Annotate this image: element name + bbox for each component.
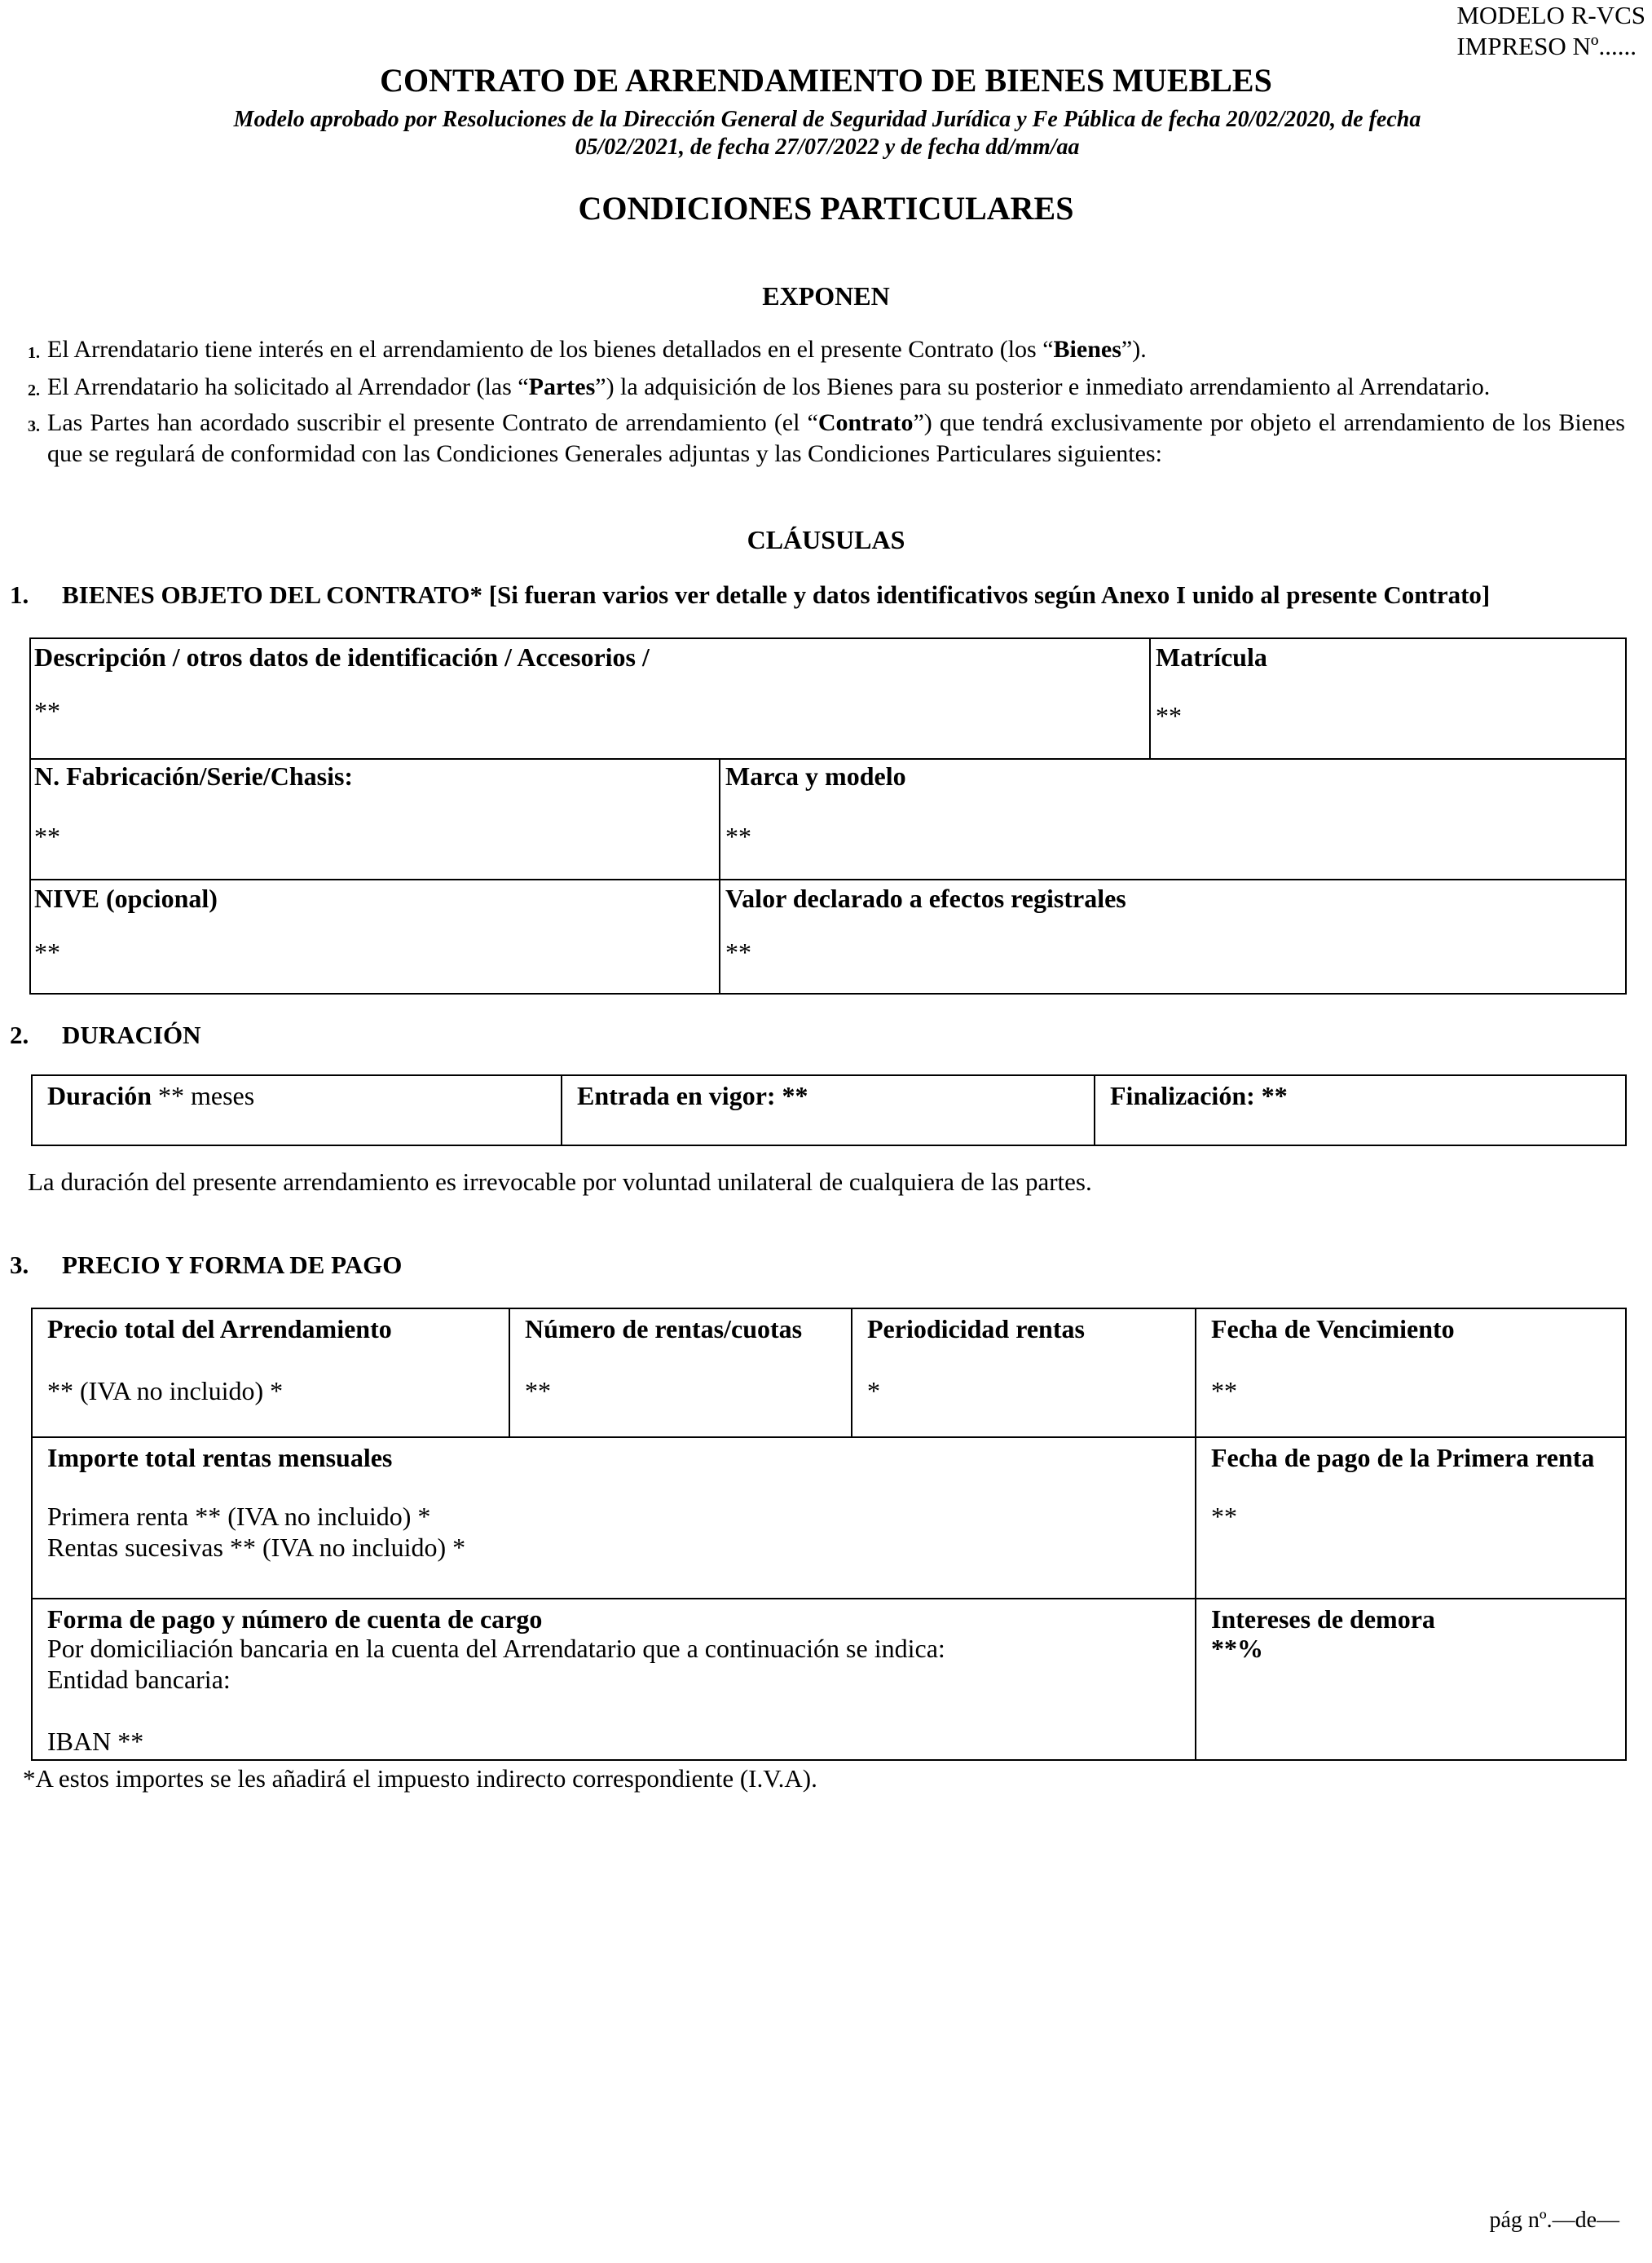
vencimiento-label: Fecha de Vencimiento [1211,1314,1455,1343]
entrada-value: ** [782,1081,808,1110]
valor-label: Valor declarado a efectos registrales [725,884,1126,913]
bienes-row-2 [29,758,1627,880]
description-cell [31,639,1151,758]
page-number: pág nº.—de— [1489,2208,1619,2233]
precio-value: ** (IVA no incluido) * [47,1376,284,1405]
primera-pago-value: ** [1211,1502,1237,1531]
exponen-item [28,372,1625,406]
exponen-item [28,408,1625,470]
finalizacion-label: Finalización: [1110,1081,1255,1110]
periodicidad-cell [852,1309,1196,1436]
iban-value: IBAN ** [47,1727,144,1756]
clausulas-heading: CLÁUSULAS [747,525,905,554]
marca-label: Marca y modelo [725,761,906,791]
duracion-note: La duración del presente arrendamiento es irrevocable por voluntad unilateral de cualquiera de las partes. [28,1167,1092,1196]
section-2-heading: 2. DURACIÓN [10,1021,201,1049]
valor-value: ** [725,937,751,967]
finalizacion-value: ** [1261,1081,1288,1110]
forma-pago-label: Forma de pago y número de cuenta de cargo [47,1604,543,1634]
serie-cell [31,758,720,879]
duracion-label: Duración [47,1081,152,1110]
print-number: IMPRESO Nº...... [1456,32,1637,60]
entrada-label: Entrada en vigor: [577,1081,776,1110]
nive-label: NIVE (opcional) [34,884,218,913]
description-value: ** [34,696,60,726]
bienes-row-1 [29,637,1627,760]
description-label: Descripción / otros datos de identificación / Accesorios / [34,642,650,672]
precio-row-3 [31,1598,1627,1761]
importe-label: Importe total rentas mensuales [47,1443,393,1472]
numero-value: ** [525,1376,551,1405]
precio-label: Precio total del Arrendamiento [47,1314,392,1343]
duracion-value: ** meses [158,1081,255,1110]
vencimiento-value: ** [1211,1376,1237,1405]
iva-footnote: *A estos importes se les añadirá el impuesto indirecto correspondiente (I.V.A). [23,1764,817,1793]
forma-pago-line: Por domiciliación bancaria en la cuenta del Arrendatario que a continuación se indica: [47,1634,945,1663]
exponen-heading: EXPONEN [762,281,890,311]
exponen-item [28,334,1625,368]
nive-value: ** [34,937,60,967]
primera-pago-label: Fecha de pago de la Primera renta [1211,1443,1595,1472]
serie-label: N. Fabricación/Serie/Chasis: [34,761,354,791]
intereses-label: Intereses de demora [1211,1604,1435,1634]
conditions-title: CONDICIONES PARTICULARES [578,190,1074,227]
intereses-value: **% [1211,1634,1263,1663]
serie-value: ** [34,822,60,851]
forma-pago-cell [33,1599,1196,1759]
duracion-table [31,1074,1627,1146]
entrada-cell [562,1076,1095,1145]
exponen-item-number: 2. [28,382,40,399]
nive-cell [31,880,720,993]
exponen-item-text: Las Partes han acordado suscribir el presente Contrato de arrendamiento (el “Contrato”) que tendrá exclusivamente por objeto el arrendamiento de los Bienes que se regulará de conformidad con las Condiciones Generales adjuntas y las Condiciones Particulares siguientes: [47,409,1625,467]
precio-cell [33,1309,510,1436]
periodicidad-label: Periodicidad rentas [867,1314,1085,1343]
duracion-cell [33,1076,562,1145]
precio-row-2 [31,1436,1627,1599]
model-reference [1456,0,1645,62]
periodicidad-value: * [867,1376,880,1405]
bienes-row-3 [29,879,1627,995]
exponen-item-text: El Arrendatario tiene interés en el arrendamiento de los bienes detallados en el presente Contrato (los “Bienes”). [47,336,1147,363]
primera-renta-line: Primera renta ** (IVA no incluido) * [47,1502,431,1531]
exponen-list [28,334,1625,470]
matricula-label: Matrícula [1156,642,1267,672]
entidad-bancaria-label: Entidad bancaria: [47,1665,231,1694]
precio-row-1 [31,1308,1627,1438]
model-code: MODELO R-VCS [1456,1,1645,29]
marca-value: ** [725,822,751,851]
document-subtitle: Modelo aprobado por Resoluciones de la Dirección General de Seguridad Jurídica y Fe Pública de fecha 20/02/2020, de fecha 05/02/2021, de fecha 27/07/2022 y de fecha dd/mm/aa [233,107,1421,160]
section-3-heading: 3. PRECIO Y FORMA DE PAGO [10,1251,403,1279]
exponen-item-number: 1. [28,344,40,362]
numero-cell [510,1309,852,1436]
importe-cell [33,1438,1196,1598]
exponen-item-number: 3. [28,417,40,435]
exponen-item-text: El Arrendatario ha solicitado al Arrendador (las “Partes”) la adquisición de los Bienes para su posterior e inmediato arrendamiento al Arrendatario. [47,373,1491,400]
rentas-sucesivas-line: Rentas sucesivas ** (IVA no incluido) * [47,1533,466,1562]
numero-label: Número de rentas/cuotas [525,1314,803,1343]
section-1-heading: 1. BIENES OBJETO DEL CONTRATO* [Si fueran varios ver detalle y datos identificativos según Anexo I unido al presente Contrato] [10,580,1491,609]
matricula-value: ** [1156,701,1182,730]
document-title: CONTRATO DE ARRENDAMIENTO DE BIENES MUEBLES [380,62,1272,99]
